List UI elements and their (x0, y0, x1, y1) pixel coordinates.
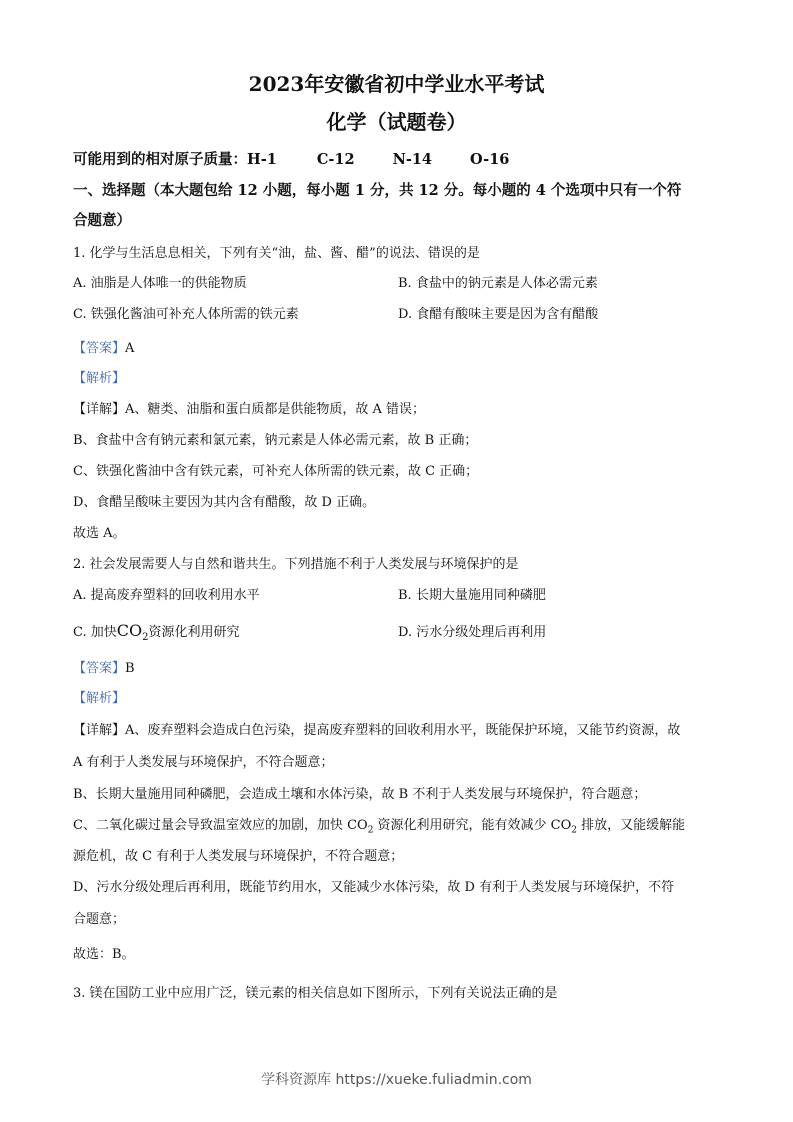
q1-detail-1 (73, 401, 723, 419)
answer-tag: 【答案】 (73, 661, 126, 676)
co2-co: CO (116, 621, 143, 640)
answer-tag: 【答案】 (73, 341, 126, 356)
mass-o: O-16 (470, 151, 510, 168)
q3-stem: 3. 镁在国防工业中应用广泛，镁元素的相关信息如下图所示，下列有关说法正确的是 (73, 986, 558, 1001)
q2-detail-1a (73, 722, 723, 740)
q2-detail-3a-part3: 排放，又能缓解能 (577, 818, 686, 833)
section-heading-line2: 合题意） (73, 212, 131, 229)
q1-option-d: D. 食醋有酸味主要是因为含有醋酸 (398, 307, 599, 322)
q2-detail-3a-part1: C、二氧化碳过量会导致温室效应的加剧，加快 CO (73, 818, 368, 833)
mass-n: N-14 (392, 151, 433, 168)
q2-option-a: A. 提高废弃塑料的回收利用水平 (73, 588, 260, 603)
q2-answer-value: B (125, 661, 135, 676)
q1-detail-4: D、食醋呈酸味主要因为其内含有醋酸，故 D 正确。 (73, 495, 376, 510)
q2-answer (73, 660, 723, 678)
co2-subscript: 2 (571, 825, 578, 836)
q2-detail-1b: A 有利于人类发展与环境保护，不符合题意； (73, 755, 334, 770)
q2-detail-3a-part2: 资源化利用研究，能有效减少 CO (373, 818, 572, 833)
mass-c: C-12 (316, 151, 355, 168)
q2-option-d: D. 污水分级处理后再利用 (398, 625, 547, 640)
atomic-mass-label: 可能用到的相对原子质量： (73, 151, 247, 168)
q1-detail-2: B、食盐中含有钠元素和氯元素，钠元素是人体必需元素，故 B 正确； (73, 433, 478, 448)
q2-option-c (73, 622, 240, 647)
q2-detail-4a: D、污水分级处理后再利用，既能节约用水，又能减少水体污染，故 D 有利于人类发展与环境保护，不符 (73, 880, 675, 895)
q2-option-c-suffix: 资源化利用研究 (148, 625, 240, 640)
atomic-mass-line (73, 151, 723, 169)
q2-option-c-prefix: C. 加快 (73, 625, 117, 640)
q1-conclusion: 故选 A。 (73, 526, 126, 541)
q2-option-b: B. 长期大量施用同种磷肥 (398, 588, 546, 603)
q1-answer (73, 340, 723, 358)
q1-option-c: C. 铁强化酱油可补充人体所需的铁元素 (73, 307, 299, 322)
q2-detail-3a (73, 817, 723, 840)
q1-detail-1-text: A、糖类、油脂和蛋白质都是供能物质，故 A 错误； (125, 402, 426, 417)
q2-detail-3b: 源危机，故 C 有利于人类发展与环境保护，不符合题意； (73, 849, 404, 864)
q2-detail-4b: 合题意； (73, 912, 126, 927)
q1-option-b: B. 食盐中的钠元素是人体必需元素 (398, 276, 598, 291)
analysis-tag: 【解析】 (73, 691, 126, 706)
q2-stem: 2. 社会发展需要人与自然和谐共生。下列措施不利于人类发展与环境保护的是 (73, 557, 519, 572)
analysis-tag: 【解析】 (73, 371, 126, 386)
q2-detail-2: B、长期大量施用同种磷肥，会造成土壤和水体污染，故 B 不利于人类发展与环境保护，符合题意； (73, 787, 647, 802)
q2-analysis (73, 690, 723, 708)
co2-formula (116, 621, 149, 644)
q1-analysis (73, 370, 723, 388)
exam-title: 2023年安徽省初中学业水平考试 (248, 72, 545, 96)
q2-detail-1a-text: A、废弃塑料会造成白色污染，提高废弃塑料的回收利用水平，既能保护环境，又能节约资源，故 (125, 723, 681, 738)
detail-tag: 【详解】 (73, 402, 126, 417)
detail-tag: 【详解】 (73, 723, 126, 738)
co2-subscript: 2 (367, 825, 374, 836)
q2-conclusion: 故选：B。 (73, 947, 135, 962)
q1-answer-value: A (125, 341, 135, 356)
mass-h: H-1 (247, 151, 277, 168)
q1-detail-3: C、铁强化酱油中含有铁元素，可补充人体所需的铁元素，故 C 正确； (73, 464, 479, 479)
exam-subtitle: 化学（试题卷） (326, 110, 467, 134)
footer-watermark: 学科资源库 https://xueke.fuliadmin.com (261, 1072, 532, 1088)
q1-stem: 1. 化学与生活息息相关，下列有关“油，盐、酱、醋”的说法、错误的是 (73, 246, 480, 261)
co2-subscript: 2 (142, 632, 149, 644)
section-heading-line1: 一、选择题（本大题包给 12 小题，每小题 1 分，共 12 分。每小题的 4 个选项中只有一个符 (73, 182, 682, 199)
q1-option-a: A. 油脂是人体唯一的供能物质 (73, 276, 247, 291)
